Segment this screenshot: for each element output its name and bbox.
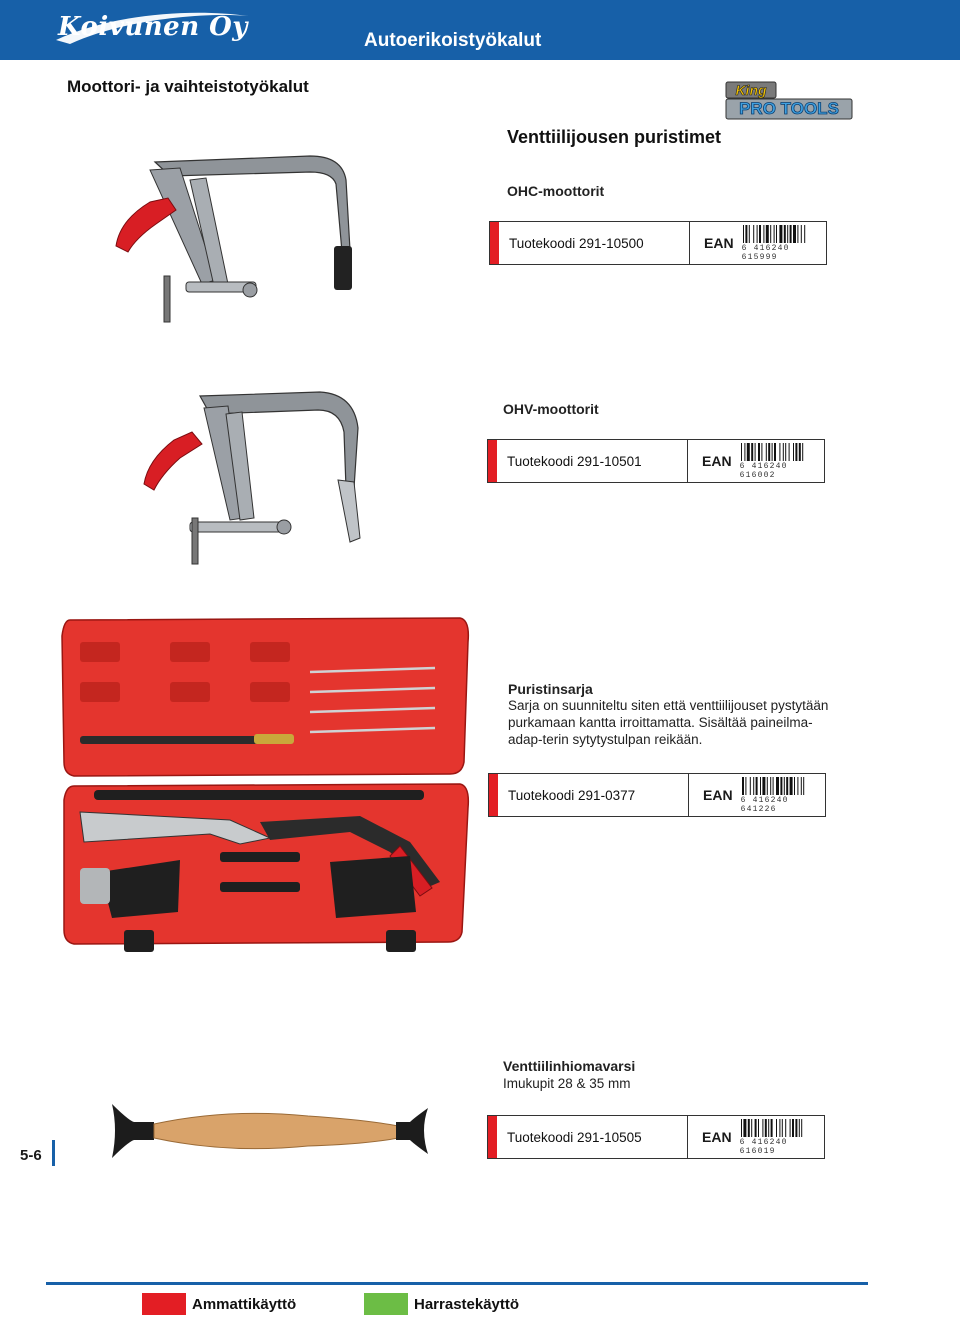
ean-cell bbox=[690, 222, 826, 264]
barcode-bar bbox=[776, 777, 779, 795]
professional-use-marker bbox=[488, 440, 497, 482]
legend-hobby bbox=[364, 1293, 519, 1315]
barcode-bar bbox=[802, 443, 803, 461]
barcode-bar bbox=[763, 225, 764, 243]
barcode-bar bbox=[780, 777, 782, 795]
barcode-bar bbox=[794, 777, 795, 795]
page-number-bar bbox=[52, 1140, 55, 1166]
ean-label: EAN bbox=[702, 453, 732, 469]
brand-logo-protools: PRO TOOLS bbox=[739, 99, 839, 118]
king-pro-tools-logo bbox=[724, 81, 854, 126]
barcode-bar bbox=[801, 1119, 802, 1137]
ean-cell bbox=[688, 1116, 824, 1158]
product-3-description: Sarja on suunniteltu siten että venttiilijouset pystytään purkamaan kantta irroittamatta. Sisältää paineilma-adap-terin sytytystulpan reikään. bbox=[508, 698, 829, 747]
product-4-description: Imukupit 28 & 35 mm bbox=[503, 1076, 631, 1091]
barcode-bars bbox=[743, 225, 825, 243]
section-title: Venttiilijousen puristimet bbox=[507, 127, 722, 147]
barcode-bar bbox=[754, 1119, 756, 1137]
barcode-bar bbox=[770, 1119, 772, 1137]
company-logo: Koivunen Oy bbox=[58, 12, 248, 42]
ean-cell bbox=[689, 774, 825, 816]
barcode bbox=[740, 443, 824, 480]
product-code: Tuotekoodi 291-0377 bbox=[498, 774, 689, 816]
barcode-bar bbox=[759, 225, 761, 243]
barcode-bar bbox=[745, 225, 747, 243]
barcode-bar bbox=[754, 443, 755, 461]
barcode-bar bbox=[785, 443, 786, 461]
barcode-bar bbox=[787, 225, 788, 243]
compressor-set-case-image bbox=[60, 612, 472, 958]
barcode-bar bbox=[793, 443, 794, 461]
barcode-bar bbox=[776, 1119, 777, 1137]
product-code: Tuotekoodi 291-10500 bbox=[499, 222, 690, 264]
barcode-bar bbox=[753, 225, 754, 243]
ohv-compressor-image bbox=[140, 388, 370, 568]
barcode-bar bbox=[793, 225, 796, 243]
barcode-bar bbox=[789, 777, 792, 795]
product-4-subtitle: Venttiilinhiomavarsi bbox=[503, 1058, 636, 1074]
page-header bbox=[0, 0, 960, 60]
barcode-bar bbox=[761, 443, 762, 461]
barcode-bar bbox=[751, 1119, 752, 1137]
barcode-bar bbox=[797, 777, 798, 795]
product-1-subtitle: OHC-moottorit bbox=[507, 183, 605, 199]
barcode-bar bbox=[789, 1119, 790, 1137]
barcode-bar bbox=[745, 777, 746, 795]
barcode-bar bbox=[783, 443, 784, 461]
ean-cell bbox=[688, 440, 824, 482]
barcode-bar bbox=[772, 777, 773, 795]
product-3-subtitle: Puristinsarja bbox=[508, 681, 593, 697]
product-4-code-box bbox=[487, 1115, 825, 1159]
barcode-bar bbox=[762, 777, 765, 795]
barcode-bar bbox=[758, 443, 760, 461]
professional-use-marker bbox=[489, 774, 498, 816]
page-number: 5-6 bbox=[20, 1147, 42, 1164]
barcode-bar bbox=[750, 777, 751, 795]
barcode-bar bbox=[760, 777, 761, 795]
legend-professional bbox=[142, 1293, 296, 1315]
barcode-bar bbox=[799, 443, 801, 461]
barcode-bar bbox=[786, 777, 788, 795]
valve-lapping-stick-image bbox=[108, 1100, 432, 1162]
ean-label: EAN bbox=[702, 1129, 732, 1145]
barcode-bar bbox=[801, 777, 802, 795]
barcode-bar bbox=[803, 777, 804, 795]
ean-label: EAN bbox=[703, 787, 733, 803]
barcode-bar bbox=[788, 443, 789, 461]
barcode-bars bbox=[741, 443, 823, 461]
barcode-bar bbox=[767, 777, 768, 795]
barcode-bar bbox=[784, 777, 785, 795]
legend-label: Harrastekäyttö bbox=[414, 1295, 520, 1313]
barcode-bar bbox=[779, 225, 782, 243]
legend-label: Ammattikäyttö bbox=[192, 1295, 297, 1313]
barcode-bar bbox=[774, 443, 776, 461]
barcode-bar bbox=[789, 225, 791, 243]
barcode-bar bbox=[797, 225, 798, 243]
brand-logo-king: King bbox=[735, 82, 767, 98]
professional-use-marker bbox=[490, 222, 499, 264]
barcode-bar bbox=[748, 1119, 750, 1137]
barcode-bar bbox=[792, 1119, 794, 1137]
barcode-bar bbox=[749, 225, 750, 243]
product-2-code-box bbox=[487, 439, 825, 483]
legend-swatch-red bbox=[142, 1293, 186, 1315]
barcode-bar bbox=[768, 1119, 769, 1137]
barcode-bar bbox=[782, 1119, 783, 1137]
legend-swatch-green bbox=[364, 1293, 408, 1315]
barcode-bar bbox=[756, 225, 757, 243]
barcode-bar bbox=[762, 1119, 763, 1137]
ean-digits: 6 416240 616019 bbox=[739, 1137, 788, 1156]
barcode-bar bbox=[766, 443, 767, 461]
barcode-bar bbox=[751, 443, 753, 461]
ean-digits: 6 416240 615999 bbox=[741, 243, 790, 262]
barcode-bar bbox=[741, 1119, 742, 1137]
barcode-bar bbox=[753, 777, 754, 795]
footer-line bbox=[46, 1282, 868, 1285]
barcode-bar bbox=[758, 1119, 759, 1137]
barcode-bar bbox=[741, 443, 742, 461]
barcode-bar bbox=[743, 1119, 746, 1137]
barcode-bar bbox=[744, 443, 745, 461]
product-3-code-box bbox=[488, 773, 826, 817]
barcode-bar bbox=[799, 1119, 800, 1137]
barcode-bar bbox=[755, 777, 757, 795]
ean-digits: 6 416240 616002 bbox=[739, 461, 788, 480]
ean-label: EAN bbox=[704, 235, 734, 251]
barcode-bars bbox=[741, 1119, 823, 1137]
barcode-bar bbox=[776, 225, 777, 243]
barcode-bars bbox=[742, 777, 824, 795]
barcode-bar bbox=[747, 443, 750, 461]
professional-use-marker bbox=[488, 1116, 497, 1158]
barcode bbox=[740, 1119, 824, 1156]
barcode-bar bbox=[770, 777, 771, 795]
header-title: Autoerikoistyökalut bbox=[364, 30, 542, 51]
barcode-bar bbox=[784, 225, 786, 243]
barcode-bar bbox=[770, 225, 771, 243]
barcode-bar bbox=[766, 225, 769, 243]
barcode-bar bbox=[771, 443, 772, 461]
product-code: Tuotekoodi 291-10505 bbox=[497, 1116, 688, 1158]
barcode-bar bbox=[743, 225, 744, 243]
barcode-bar bbox=[768, 443, 770, 461]
barcode-bar bbox=[779, 1119, 780, 1137]
barcode-bar bbox=[801, 225, 802, 243]
barcode-bar bbox=[779, 443, 780, 461]
barcode-bar bbox=[804, 225, 805, 243]
barcode bbox=[742, 225, 826, 262]
barcode-bar bbox=[773, 225, 774, 243]
product-2-subtitle: OHV-moottorit bbox=[503, 401, 599, 417]
barcode-bar bbox=[795, 443, 797, 461]
category-title: Moottori- ja vaihteistotyökalut bbox=[67, 77, 309, 96]
ean-digits: 6 416240 641226 bbox=[740, 795, 789, 814]
product-code: Tuotekoodi 291-10501 bbox=[497, 440, 688, 482]
barcode bbox=[741, 777, 825, 814]
ohc-compressor-image bbox=[110, 150, 370, 330]
product-1-code-box bbox=[489, 221, 827, 265]
barcode-bar bbox=[795, 1119, 797, 1137]
barcode-bar bbox=[742, 777, 744, 795]
barcode-bar bbox=[765, 1119, 767, 1137]
barcode-bar bbox=[785, 1119, 786, 1137]
